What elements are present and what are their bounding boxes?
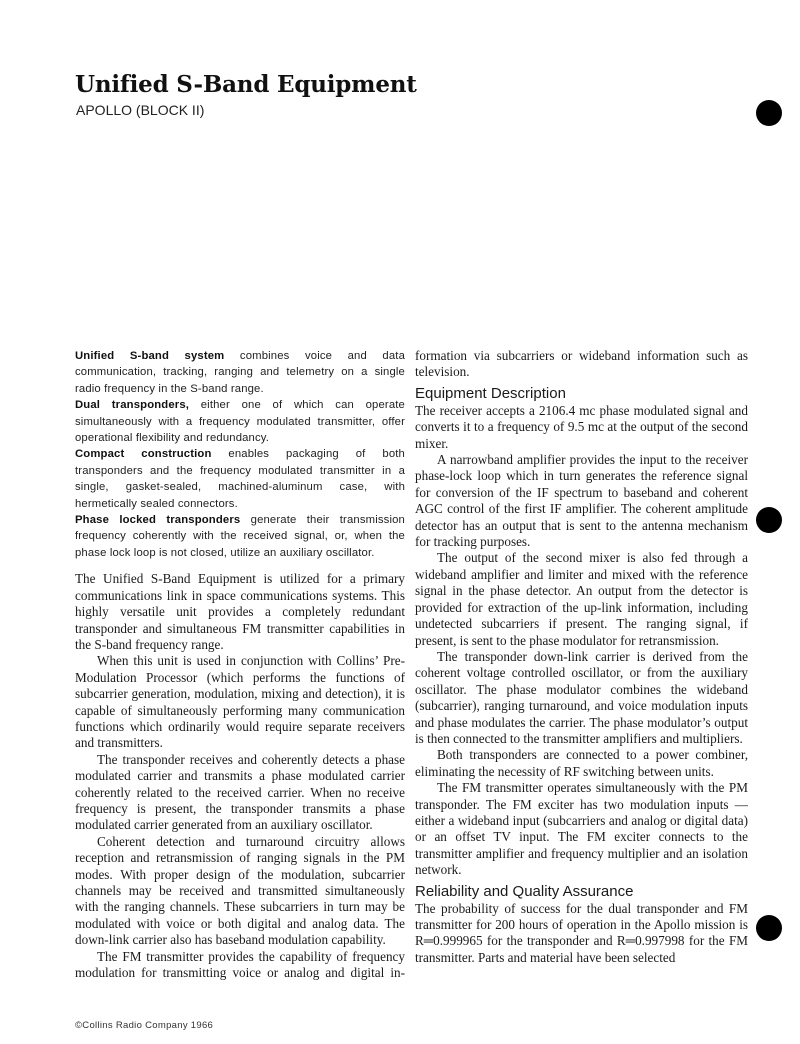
body-paragraph-continuation: formation via subcarriers or wideband information such as television. — [415, 348, 748, 380]
right-body — [415, 348, 748, 966]
feature-lead: Dual transponders, — [75, 399, 190, 412]
feature-lead: Unified S-band system — [75, 350, 225, 362]
punch-hole-bottom — [756, 915, 782, 941]
body-paragraph: The probability of success for the dual transponder and FM transmitter for 200 hours of operation in the Apollo mission is R═0.999965 for the transponder and R═0.997998 for the FM transmitter. Parts and material have been selected — [415, 900, 748, 965]
feature-text: either one of which can operate simultaneously with a frequency modulated transmitter, offer operational flexibility and redundancy. — [75, 399, 405, 445]
feature-lead: Phase locked transponders — [75, 514, 241, 527]
body-paragraph: The FM transmitter operates simultaneously with the PM transponder. The FM exciter has two modulation inputs — either a wideband input (subcarriers and analog or digital data) or an offset TV input. The FM exciter connects to the transmitter amplifier and frequency multiplier and an isolation network. — [415, 780, 748, 878]
page-title: Unified S-Band Equipment — [75, 71, 417, 98]
section-heading-reliability: Reliability and Quality Assurance — [415, 882, 634, 900]
feature-item — [75, 512, 405, 561]
feature-text: generate their transmission frequency coherently with the received signal, or, when the phase lock loop is not closed, utilize an auxiliary oscillator. — [75, 514, 405, 559]
punch-hole-top — [756, 100, 782, 126]
body-paragraph: Both transponders are connected to a power combiner, eliminating the necessity of RF switching between units. — [415, 747, 748, 779]
body-paragraph: Coherent detection and turnaround circuitry allows reception and retransmission of ranging signals in the PM modes. With proper design of the modulation, subcarrier channels may be received and transmitted simultaneously with the ranging channels. These subcarriers in turn may be modulated with voice or both digital and analog data. The down-link carrier also has baseband modulation capability. — [75, 833, 405, 948]
left-column — [75, 348, 405, 981]
body-paragraph: When this unit is used in conjunction with Collins’ Pre-Modulation Processor (which performs the functions of subcarrier generation, modulation, mixing and detection), it is capable of simultaneously performing many communication functions which ordinarily would require separate receivers and transmitters. — [75, 653, 405, 751]
section-heading-equipment-description: Equipment Description — [415, 384, 566, 402]
feature-item — [75, 397, 405, 446]
body-paragraph: The receiver accepts a 2106.4 mc phase modulated signal and converts it to a frequency of 9.5 mc at the output of the second mixer. — [415, 402, 748, 451]
feature-lead: Compact construction — [75, 448, 212, 461]
body-paragraph: The transponder receives and coherently detects a phase modulated carrier and transmits a phase modulated carrier coherently related to the received carrier. When no receive frequency is present, the transponder transmits a phase modulated carrier generated from an auxiliary oscillator. — [75, 751, 405, 833]
body-paragraph-continued: The FM transmitter provides the capability of frequency modulation for transmitting voice or analog and digital in- — [75, 948, 405, 981]
body-paragraph: The transponder down-link carrier is derived from the coherent voltage controlled oscillator, or from the auxiliary oscillator. The phase modulator combines the wideband (subcarrier), ranging turnaround, and voice modulation inputs and phase modulates the carrier. The phase modulator’s output is then connected to the transmitter amplifiers and multipliers. — [415, 648, 748, 746]
body-paragraph: The output of the second mixer is also fed through a wideband amplifier and limiter and mixed with the reference signal in the phase detector. An output from the detector is provided for extraction of the up-link information, including undetected subcarriers if present. The ranging signal, if present, is sent to the phase modulator for retransmission. — [415, 550, 748, 648]
feature-list — [75, 348, 405, 561]
feature-item — [75, 348, 405, 397]
punch-hole-middle — [756, 507, 782, 533]
intro-body — [75, 571, 405, 981]
feature-text: combines voice and data communication, tracking, ranging and telemetry on a single radio frequency in the S-band range. — [75, 350, 405, 395]
right-column — [415, 348, 748, 966]
body-paragraph: A narrowband amplifier provides the input to the receiver phase-lock loop which in turn generates the reference signal for conversion of the IF spectrum to baseband and coherent AGC control of the first IF amplifier. The coherent amplitude detector has an output that is sent to the antenna mechanism for tracking purposes. — [415, 452, 748, 550]
body-paragraph: The Unified S-Band Equipment is utilized for a primary communications link in space communications systems. This highly versatile unit provides a completely redundant transponder and simultaneous FM transmitter capabilities in the S-band frequency range. — [75, 571, 405, 652]
copyright-footer: ©Collins Radio Company 1966 — [75, 1020, 214, 1031]
page-subtitle: APOLLO (BLOCK II) — [76, 102, 205, 118]
feature-item — [75, 446, 405, 512]
feature-text: enables packaging of both transponders and the frequency modulated transmitter in a single, gasket-sealed, machined-aluminum case, with hermetically sealed connectors. — [75, 448, 405, 510]
